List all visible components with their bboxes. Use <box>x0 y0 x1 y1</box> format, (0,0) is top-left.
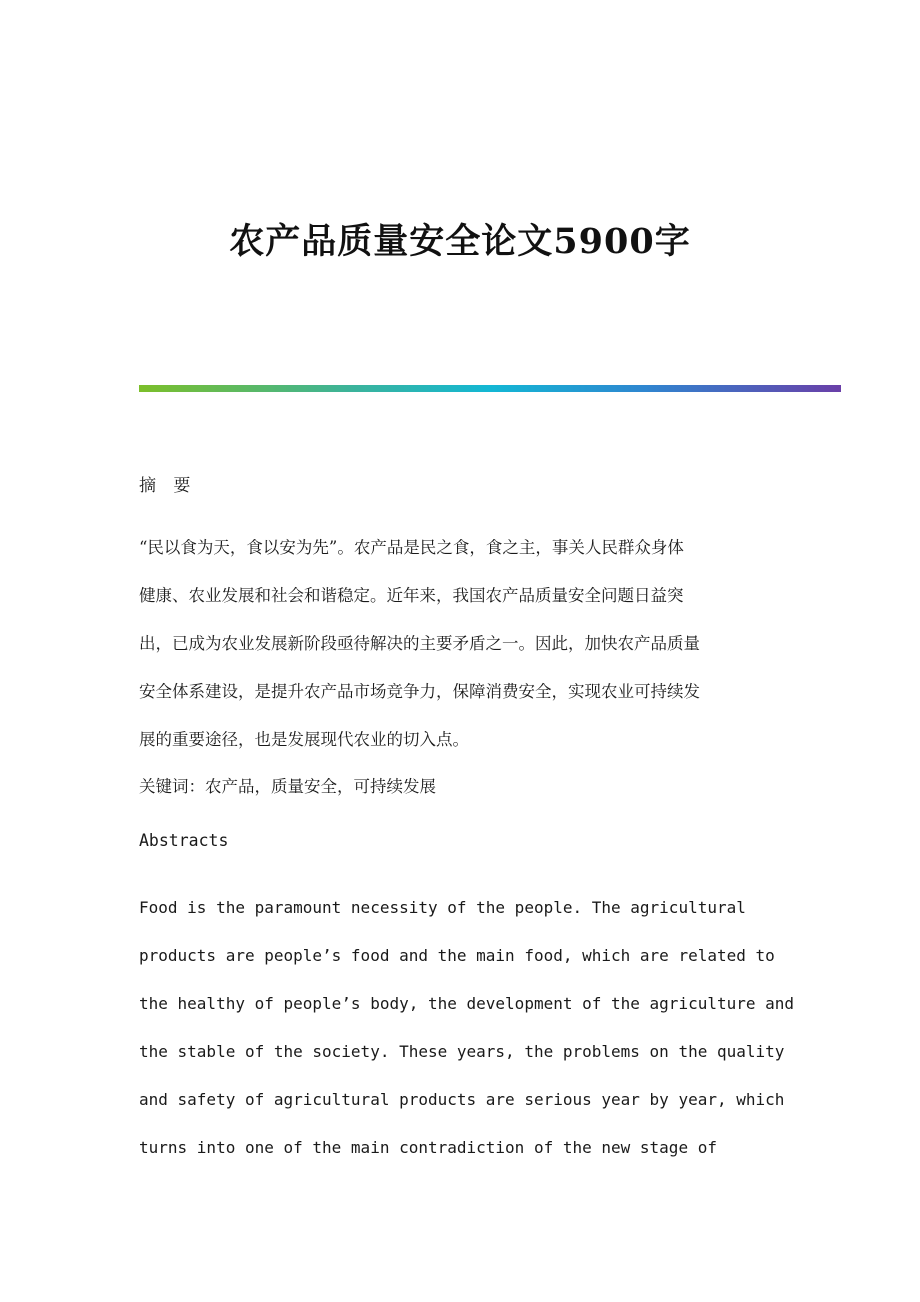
abstract-heading: 摘 要 <box>139 476 197 496</box>
abstracts-heading: Abstracts <box>139 831 229 850</box>
abstract-line: 健康、农业发展和社会和谐稳定。近年来，我国农产品质量安全问题日益突 <box>139 586 684 605</box>
page-title: 农产品质量安全论文5900字 <box>229 221 691 262</box>
abstract-line: 安全体系建设，是提升农产品市场竞争力，保障消费安全，实现农业可持续发 <box>139 682 700 701</box>
gradient-divider <box>139 385 841 392</box>
abstracts-paragraph <box>139 884 799 1172</box>
abstract-line: 出，已成为农业发展新阶段亟待解决的主要矛盾之一。因此，加快农产品质量 <box>139 634 700 653</box>
abstracts-line: and safety of agricultural products are serious year by year, which <box>139 1090 785 1109</box>
abstracts-line: the stable of the society. These years, the problems on the quality <box>139 1042 785 1061</box>
abstract-paragraph <box>139 524 779 764</box>
keywords-line: 关键词：农产品，质量安全，可持续发展 <box>139 777 436 796</box>
abstract-line: 展的重要途径，也是发展现代农业的切入点。 <box>139 730 469 749</box>
abstract-line: “民以食为天，食以安为先”。农产品是民之食，食之主，事关人民群众身体 <box>139 538 684 557</box>
abstracts-line: products are people’s food and the main food, which are related to <box>139 946 775 965</box>
abstracts-line: turns into one of the main contradiction of the new stage of <box>139 1138 717 1157</box>
abstracts-line: the healthy of people’s body, the development of the agriculture and <box>139 994 795 1013</box>
abstracts-line: Food is the paramount necessity of the people. The agricultural <box>139 898 746 917</box>
